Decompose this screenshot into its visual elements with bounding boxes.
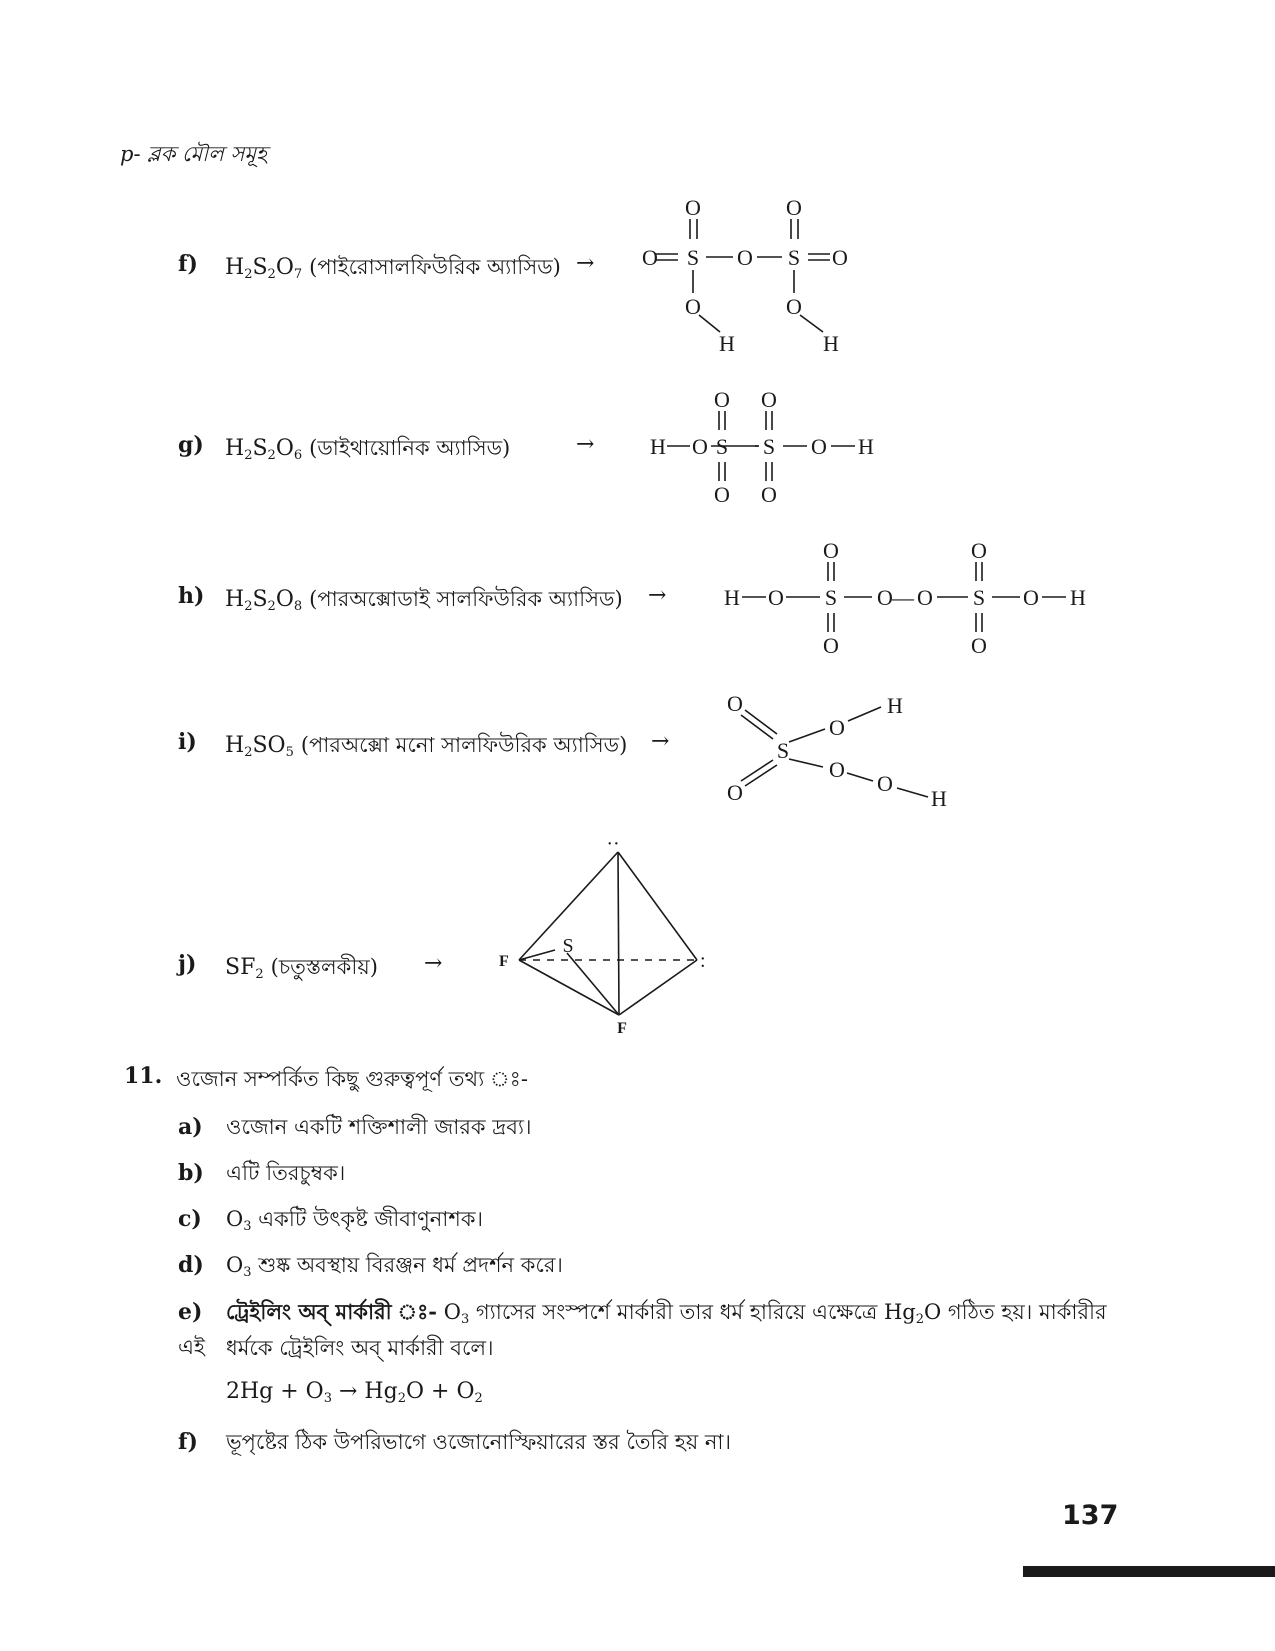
- atom-o: O: [917, 585, 933, 610]
- formula-h2s2o7: $H_2S_2O_7$ (পাইরোসালফিউরিক অ্যাসিড): [225, 255, 561, 282]
- atom-o: O: [685, 195, 701, 220]
- lone-pair-top: ··: [606, 840, 620, 855]
- atom-o: O: [685, 294, 701, 319]
- atom-f: F: [617, 1020, 627, 1037]
- reaction-arrow: →: [651, 729, 670, 754]
- atom-s: S: [776, 738, 790, 763]
- structure-h2s2o6: [645, 385, 925, 510]
- atom-o: O: [829, 715, 845, 740]
- term-bold: ট্রেইলিং অব্ মার্কারী ঃ-: [226, 1299, 438, 1324]
- compound-name: (পারঅক্সো মনো সালফিউরিক অ্যাসিড): [300, 733, 628, 757]
- atom-o: O: [727, 691, 743, 716]
- compound-name: (পাইরোসালফিউরিক অ্যাসিড): [309, 255, 561, 279]
- atom-s: S: [824, 585, 838, 610]
- reaction-arrow: →: [424, 951, 443, 976]
- reaction-arrow: →: [576, 251, 595, 276]
- entry-letter-i: i): [178, 729, 197, 755]
- atom-o: O: [642, 245, 658, 270]
- atom-h: H: [887, 693, 903, 718]
- page-number: 137: [1062, 1500, 1119, 1531]
- fact-e-line2: ধর্মকে ট্রেইলিং অব্ মার্কারী বলে।: [226, 1336, 494, 1360]
- footer-bar: [1023, 1566, 1275, 1577]
- fact-d: d) $O_3$ শুষ্ক অবস্থায় বিরঞ্জন ধর্ম প্রদর্শন করে।: [178, 1252, 563, 1280]
- atom-o: O: [714, 387, 730, 412]
- structure-h2s2o7: [640, 195, 870, 365]
- atom-o: O: [1023, 585, 1039, 610]
- svg-text:—: —: [892, 585, 914, 610]
- tetrahedron-sf2: [495, 840, 725, 1040]
- atom-o: O: [786, 294, 802, 319]
- entry-letter-h: h): [178, 583, 205, 609]
- atom-s: S: [972, 585, 986, 610]
- atom-o: O: [761, 482, 777, 507]
- atom-o: O: [877, 585, 893, 610]
- atom-o: O: [727, 780, 743, 805]
- compound-name: (চতুস্তলকীয়): [270, 955, 378, 979]
- atom-o: O: [714, 482, 730, 507]
- fact-c: c) $O_3$ একটি উৎকৃষ্ট জীবাণুনাশক।: [178, 1206, 484, 1234]
- atom-o: O: [823, 633, 839, 658]
- fact-f: f) ভূপৃষ্টের ঠিক উপরিভাগে ওজোনোস্ফিয়ারের স্তর তৈরি হয় না।: [178, 1429, 732, 1455]
- lone-pair-right: :: [700, 950, 706, 972]
- entry-letter-j: j): [178, 951, 197, 977]
- atom-o: O: [786, 195, 802, 220]
- section-title: ওজোন সম্পর্কিত কিছু গুরুত্বপূর্ণ তথ্য ঃ-: [176, 1067, 528, 1091]
- atom-h: H: [931, 786, 947, 811]
- atom-o: O: [971, 538, 987, 563]
- compound-name: (ডাইথায়োনিক অ্যাসিড): [309, 436, 511, 460]
- formula-h2s2o6: $H_2S_2O_6$ (ডাইথায়োনিক অ্যাসিড): [225, 436, 511, 463]
- atom-h: H: [823, 331, 839, 356]
- structure-h2so5: [715, 685, 955, 815]
- atom-o: O: [737, 245, 753, 270]
- entry-letter-f: f): [178, 251, 198, 277]
- atom-o: O: [823, 538, 839, 563]
- atom-h: H: [724, 585, 740, 610]
- formula-h2so5: $H_2SO_5$ (পারঅক্সো মনো সালফিউরিক অ্যাসিড): [225, 733, 628, 760]
- atom-o: O: [877, 771, 893, 796]
- atom-h: H: [1070, 585, 1086, 610]
- reaction-arrow: →: [648, 583, 667, 608]
- atom-o: O: [768, 585, 784, 610]
- atom-o: O: [832, 245, 848, 270]
- fact-b: b) এটি তিরচুম্বক।: [178, 1160, 346, 1186]
- compound-name: (পারঅক্সোডাই সালফিউরিক অ্যাসিড): [309, 587, 623, 611]
- atom-o: O: [829, 757, 845, 782]
- section-number: 11.: [124, 1063, 163, 1089]
- reaction-arrow: →: [576, 432, 595, 457]
- atom-s: S: [787, 245, 801, 270]
- atom-h: H: [650, 434, 666, 459]
- atom-o: O: [811, 434, 827, 459]
- atom-s: S: [715, 434, 729, 459]
- atom-o: O: [761, 387, 777, 412]
- atom-h: H: [719, 331, 735, 356]
- atom-o: O: [692, 434, 708, 459]
- fact-a: a) ওজোন একটি শক্তিশালী জারক দ্রব্য।: [178, 1114, 532, 1140]
- atom-s: S: [686, 245, 700, 270]
- formula-h2s2o8: $H_2S_2O_8$ (পারঅক্সোডাই সালফিউরিক অ্যাসিড): [225, 587, 623, 614]
- formula-sf2: $SF_2$ (চতুস্তলকীয়): [225, 955, 378, 982]
- atom-s: S: [562, 935, 574, 957]
- entry-letter-g: g): [178, 432, 204, 458]
- fact-e: e) ট্রেইলিং অব্ মার্কারী ঃ- $O_3$ গ্যাসের সংস্পর্শে মার্কারী তার ধর্ম হারিয়ে এক্ষেত্রে $Hg_2O$ গঠিত হয়। মার্কারীর এই: [178, 1299, 1107, 1359]
- mercury-equation: $2Hg + O_3 \to Hg_2O + O_2$: [226, 1379, 483, 1406]
- atom-s: S: [762, 434, 776, 459]
- atom-h: H: [858, 434, 874, 459]
- running-header: p- ব্লক মৌল সমূহ: [120, 142, 268, 166]
- atom-o: O: [971, 633, 987, 658]
- atom-f: F: [499, 953, 509, 970]
- structure-h2s2o8: [720, 535, 1100, 665]
